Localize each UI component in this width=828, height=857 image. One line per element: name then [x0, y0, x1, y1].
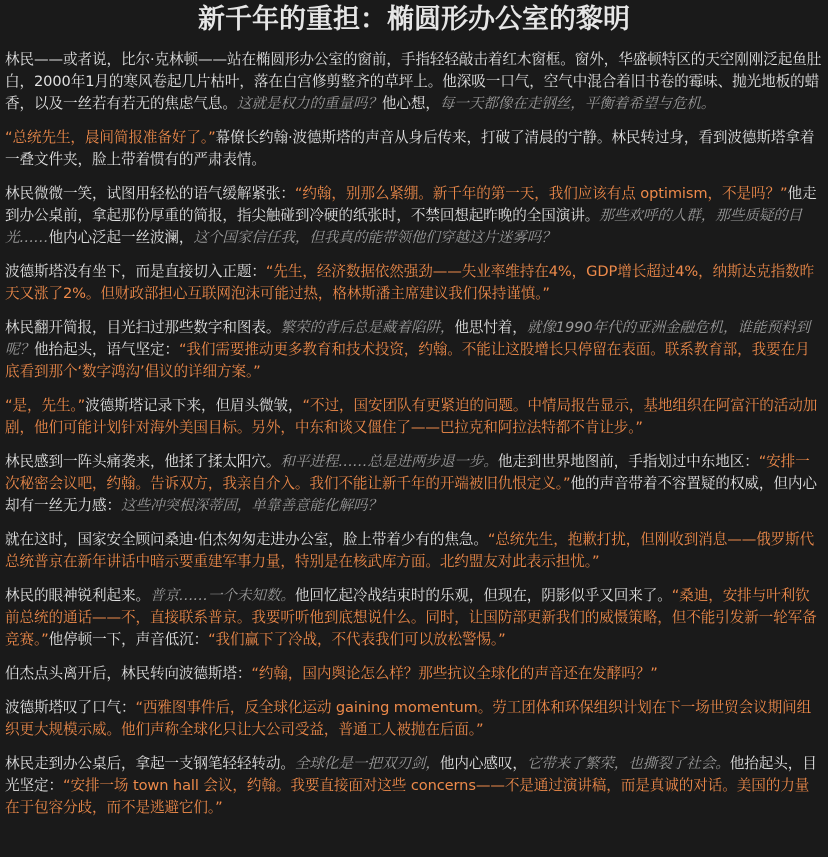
dialogue-text: “总统先生，晨间简报准备好了。”: [5, 129, 216, 146]
story-paragraph: [5, 753, 823, 819]
narration-text: 林民感到一阵头痛袭来，他揉了揉太阳穴。: [5, 453, 281, 470]
dialogue-text: “我们需要推动更多教育和技术投资，约翰。不能让这股增长只停留在表面。联系教育部，我要在月底看到那个‘数字鸿沟’倡议的详细方案。”: [5, 341, 810, 380]
dialogue-text: “安排一场 town hall 会议，约翰。我要直接面对这些 concerns——不是通过演讲稿，而是真诚的对话。美国的力量在于包容分歧，而不是逃避它们。”: [5, 777, 810, 816]
dialogue-text: “不过，国安团队有更紧迫的问题。中情局报告显示，基地组织在阿富汗的活动加剧，他们可能计划针对海外美国目标。另外，中东和谈又僵住了——巴拉克和阿拉法特都不肯让步。”: [5, 397, 818, 436]
dialogue-text: “桑迪，安排与叶利钦前总统的通话——不，直接联系普京。我要听听他到底想说什么。同时，让国防部更新我们的威慑策略，但不能引发新一轮军备竞赛。”: [5, 587, 817, 648]
narration-text: 他回忆起冷战结束时的乐观，但现在，阴影似乎又回来了。: [294, 587, 672, 604]
story-paragraph: [5, 395, 823, 439]
narration-text: 伯杰点头离开后，林民转向波德斯塔：: [5, 665, 252, 682]
page-title: 新千年的重担：椭圆形办公室的黎明: [198, 4, 630, 35]
inner-thought-text: 繁荣的背后总是藏着陷阱，: [280, 319, 455, 336]
inner-thought-text: 这个国家信任我，但我真的能带领他们穿越这片迷雾吗？: [193, 229, 556, 246]
story-body: [5, 49, 823, 819]
dialogue-text: “我们赢下了冷战，不代表我们可以放松警惕。”: [208, 631, 506, 648]
narration-text: 林民的眼神锐利起来。: [5, 587, 150, 604]
story-paragraph: [5, 183, 823, 249]
story-paragraph: [5, 317, 823, 383]
narration-text: 他抬起头，目光坚定：: [5, 755, 817, 794]
dialogue-text: “总统先生，抱歉打扰，但刚收到消息——俄罗斯代总统普京在新年讲话中暗示要重建军事力量，特别是在核武库方面。北约盟友对此表示担忧。”: [5, 531, 815, 570]
inner-thought-text: 每一天都像在走钢丝，平衡着希望与危机。: [439, 95, 716, 112]
narration-text: 他的声音带着不容置疑的权威，但内心却有一丝无力感：: [5, 475, 817, 514]
story-paragraph: [5, 49, 823, 115]
inner-thought-text: 那些欢呼的人群，那些质疑的目光……: [5, 207, 803, 246]
narration-text: 幕僚长约翰·波德斯塔的声音从身后传来，打破了清晨的宁静。林民转过身，看到波德斯塔拿着一叠文件夹，脸上带着惯有的严肃表情。: [5, 129, 815, 168]
dialogue-text: “是，先生。”: [5, 397, 86, 414]
narration-text: 他思忖着，: [454, 319, 527, 336]
story-paragraph: [5, 127, 823, 171]
narration-text: 波德斯塔没有坐下，而是直接切入正题：: [5, 263, 266, 280]
narration-text: 林民微微一笑，试图用轻松的语气缓解紧张：: [5, 185, 295, 202]
narration-text: 波德斯塔记录下来，但眉头微皱，: [85, 397, 303, 414]
inner-thought-text: 它带来了繁荣，也撕裂了社会。: [526, 755, 730, 772]
inner-thought-text: 这些冲突根深蒂固，单靠善意能化解吗？: [120, 497, 382, 514]
story-paragraph: [5, 529, 823, 573]
narration-text: 他走到办公桌前，拿起那份厚重的简报，指尖触碰到冷硬的纸张时，不禁回想起昨晚的全国演讲。: [5, 185, 817, 224]
inner-thought-text: 普京……一个未知数。: [149, 587, 295, 604]
narration-text: 就在这时，国家安全顾问桑迪·伯杰匆匆走进办公室，脸上带着少有的焦急。: [5, 531, 488, 548]
dialogue-text: “西雅图事件后，反全球化运动 gaining momentum。劳工团体和环保组织计划在下一场世贸会议期间组织更大规模示威。他们声称全球化只让大公司受益，普通工人被抛在后面。”: [5, 699, 812, 738]
story-paragraph: [5, 697, 823, 741]
narration-text: 他停顿一下，声音低沉：: [48, 631, 209, 648]
story-paragraph: [5, 261, 823, 305]
narration-text: 他内心感叹，: [439, 755, 527, 772]
story-paragraph: [5, 585, 823, 651]
dialogue-text: “约翰，别那么紧绷。新千年的第一天，我们应该有点 optimism，不是吗？”: [294, 185, 788, 202]
inner-thought-text: 就像1990年代的亚洲金融危机，谁能预料到呢？: [5, 319, 810, 358]
narration-text: 林民走到办公桌后，拿起一支钢笔轻轻转动。: [5, 755, 295, 772]
inner-thought-text: 全球化是一把双刃剑，: [294, 755, 440, 772]
narration-text: 林民翻开简报，目光扫过那些数字和图表。: [5, 319, 281, 336]
narration-text: 他内心泛起一丝波澜，: [48, 229, 194, 246]
dialogue-text: “先生，经济数据依然强劲——失业率维持在4%，GDP增长超过4%，纳斯达克指数昨天又涨了2%。但财政部担心互联网泡沫可能过热，格林斯潘主席建议我们保持谨慎。”: [5, 263, 815, 302]
narration-text: 林民——或者说，比尔·克林顿——站在椭圆形办公室的窗前，手指轻轻敲击着红木窗框。窗外，华盛顿特区的天空刚刚泛起鱼肚白，2000年1月的寒风卷起几片枯叶，落在白宫修剪整齐的草坪上。他深吸一口气，空气中混合着旧书卷的霉味、抛光地板的蜡香，以及一丝若有若无的焦虑气息。: [5, 51, 822, 112]
inner-thought-text: 和平进程……总是进两步退一步。: [280, 453, 498, 470]
dialogue-text: “安排一次秘密会议吧，约翰。告诉双方，我亲自介入。我们不能让新千年的开端被旧仇恨定义。”: [5, 453, 810, 492]
narration-text: 波德斯塔叹了口气：: [5, 699, 136, 716]
narration-text: 他走到世界地图前，手指划过中东地区：: [497, 453, 759, 470]
story-paragraph: [5, 451, 823, 517]
dialogue-text: “约翰，国内舆论怎么样？那些抗议全球化的声音还在发酵吗？”: [251, 665, 658, 682]
narration-text: 他抬起头，语气坚定：: [34, 341, 179, 358]
inner-thought-text: 这就是权力的重量吗？: [236, 95, 382, 112]
story-paragraph: [5, 663, 823, 685]
narration-text: 他心想，: [381, 95, 440, 112]
